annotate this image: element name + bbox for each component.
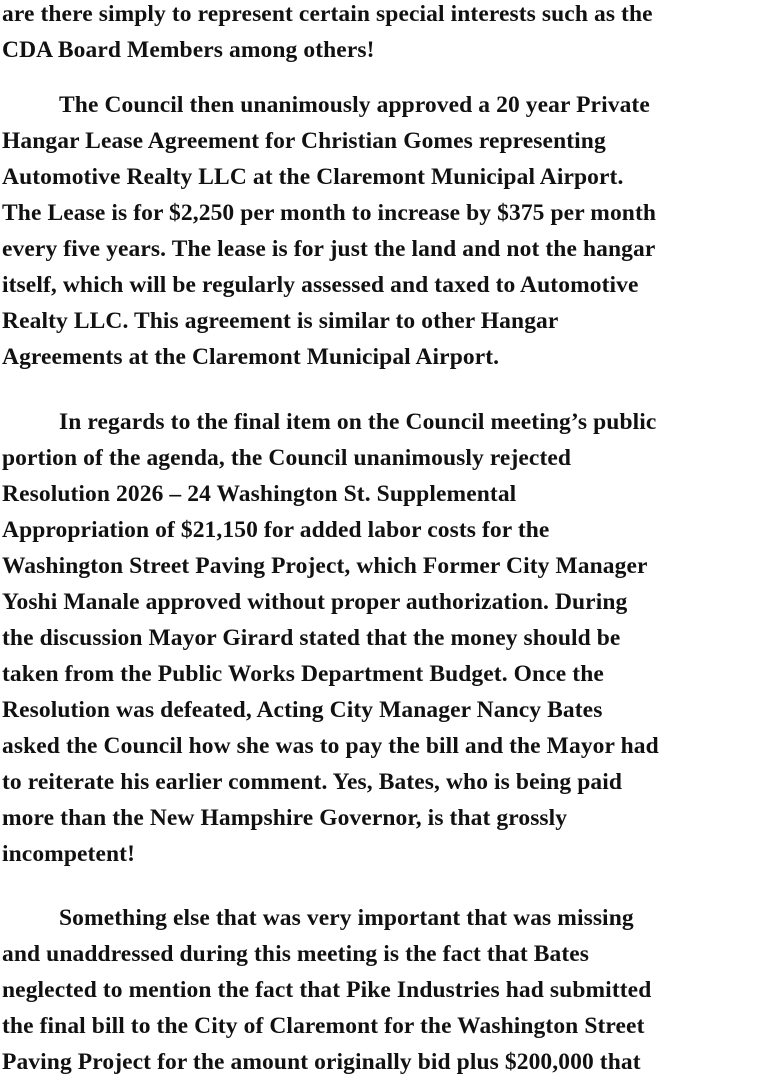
paragraph-3-line-12: more than the New Hampshire Governor, is that grossly: [2, 805, 568, 831]
paragraph-4-line-3: neglected to mention the fact that Pike Industries had submitted: [2, 977, 652, 1003]
paragraph-4-line-4: the final bill to the City of Claremont for the Washington Street: [2, 1013, 645, 1039]
paragraph-3-line-1: In regards to the final item on the Council meeting’s public: [59, 409, 657, 435]
paragraph-3-line-2: portion of the agenda, the Council unanimously rejected: [2, 445, 572, 471]
paragraph-3-line-13: incompetent!: [2, 841, 136, 867]
paragraph-3-line-7: the discussion Mayor Girard stated that the money should be: [2, 625, 621, 651]
paragraph-4-line-5: Paving Project for the amount originally bid plus $200,000 that: [2, 1049, 641, 1075]
paragraph-2-line-6: itself, which will be regularly assessed and taxed to Automotive: [2, 272, 639, 298]
paragraph-3-line-10: asked the Council how she was to pay the bill and the Mayor had: [2, 733, 659, 759]
paragraph-2-line-7: Realty LLC. This agreement is similar to other Hangar: [2, 308, 559, 334]
paragraph-4-line-2: and unaddressed during this meeting is the fact that Bates: [2, 941, 590, 967]
paragraph-2-line-8: Agreements at the Claremont Municipal Airport.: [2, 344, 500, 370]
paragraph-3-line-11: to reiterate his earlier comment. Yes, Bates, who is being paid: [2, 769, 623, 795]
paragraph-3-line-8: taken from the Public Works Department Budget. Once the: [2, 661, 604, 687]
paragraph-1-line-2: CDA Board Members among others!: [2, 37, 375, 63]
paragraph-3-line-3: Resolution 2026 – 24 Washington St. Supplemental: [2, 481, 517, 507]
paragraph-4-line-1: Something else that was very important that was missing: [59, 905, 634, 931]
paragraph-2-line-1: The Council then unanimously approved a 20 year Private: [59, 92, 650, 118]
paragraph-3-line-5: Washington Street Paving Project, which Former City Manager: [2, 553, 648, 579]
paragraph-3-line-9: Resolution was defeated, Acting City Manager Nancy Bates: [2, 697, 603, 723]
paragraph-2-line-5: every five years. The lease is for just the land and not the hangar: [2, 236, 656, 262]
paragraph-3-line-6: Yoshi Manale approved without proper authorization. During: [2, 589, 628, 615]
paragraph-2-line-4: The Lease is for $2,250 per month to increase by $375 per month: [2, 200, 657, 226]
paragraph-2-line-2: Hangar Lease Agreement for Christian Gomes representing: [2, 128, 606, 154]
paragraph-1-line-1: are there simply to represent certain special interests such as the: [2, 1, 653, 27]
paragraph-2-line-3: Automotive Realty LLC at the Claremont Municipal Airport.: [2, 164, 624, 190]
paragraph-3-line-4: Appropriation of $21,150 for added labor costs for the: [2, 517, 550, 543]
